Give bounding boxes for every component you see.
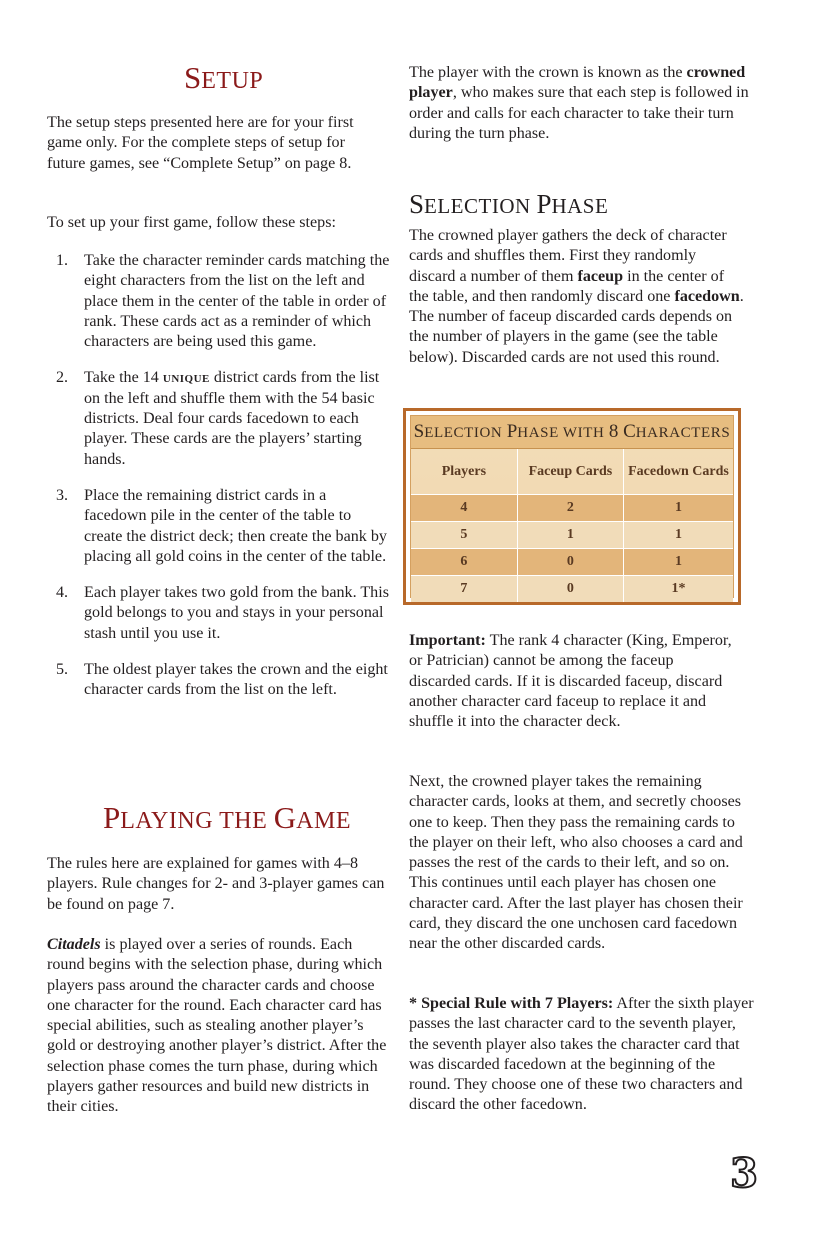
setup-intro: The setup steps presented here are for your first game only. For the complete steps of setup for future games, see “Complete Setup” on page 8. xyxy=(47,114,354,172)
table-header-row xyxy=(411,449,733,495)
table-row: 7 0 1* xyxy=(411,576,733,603)
column-header: Faceup Cards xyxy=(517,449,623,495)
playing-heading: PLAYING THE GAME xyxy=(103,800,351,835)
selection-phase-text: The crowned player gathers the deck of character cards and shuffles them. First they randomly discard a number of them faceup in the center of the table, and then randomly discard one facedown. The number of faceup discarded cards depends on the number of players in the game (see the table below). Discarded cards are not used this round. xyxy=(409,227,744,366)
column-header: Players xyxy=(441,464,487,479)
setup-step: 4. Each player takes two gold from the bank. This gold belongs to you and stays in your personal stash until you use it. xyxy=(56,584,389,642)
setup-heading: SETUP xyxy=(184,60,264,95)
crowned-player-text: The player with the crown is known as the crowned player, who makes sure that each step is followed in order and calls for each character to take their turn during the turn phase. xyxy=(409,64,749,142)
setup-steps xyxy=(47,251,392,701)
table-row: 5 1 1 xyxy=(411,522,733,549)
selection-phase-table xyxy=(403,408,741,605)
important-note: Important: The rank 4 character (King, Emperor, or Patrician) cannot be among the faceup discarded cards. If it is discarded faceup, discard another character card faceup to replace it and shuffle it into the character deck. xyxy=(409,632,732,731)
table-row: 6 0 1 xyxy=(411,549,733,576)
selection-phase-heading: SELECTION PHASE xyxy=(409,189,609,219)
table-title: SELECTION PHASE WITH 8 CHARACTERS xyxy=(411,416,733,449)
setup-lead: To set up your first game, follow these steps: xyxy=(47,214,336,231)
special-rule-text: * Special Rule with 7 Players: After the sixth player passes the last character card to the seventh player, the seventh player also takes the character card that was discarded facedown at the beginning of the round. They choose one of these two characters and discard the other facedown. xyxy=(409,995,754,1114)
table-row: 4 2 1 xyxy=(411,495,733,522)
setup-step: 3. Place the remaining district cards in a facedown pile in the center of the table to create the district deck; then create the bank by placing all gold coins in the center of the table. xyxy=(56,486,387,565)
citadels-overview: Citadels is played over a series of rounds. Each round begins with the selection phase, during which players pass around the character cards and choose one character for the round. Each character card has special abilities, such as stealing another player’s gold or destroying another player’s district. After the selection phase comes the turn phase, during which players gather resources and build new districts in their cities. xyxy=(47,936,387,1116)
selection-next-text: Next, the crowned player takes the remaining character cards, looks at them, and secretly chooses one to keep. Then they pass the remaining cards to the player on their left, who also chooses a card and passes the rest of the cards to their left, and so on. This continues until each player has chosen one character card. After the last player has chosen their card, they discard the one unchosen card facedown near the other discarded cards. xyxy=(409,773,743,953)
setup-step: 2. Take the 14 unique district cards from the list on the left and shuffle them with the 54 basic districts. Deal four cards facedown to each player. These cards are the players’ starting hands. xyxy=(56,369,380,468)
page-number: 3 xyxy=(730,1150,758,1197)
playing-intro: The rules here are explained for games with 4–8 players. Rule changes for 2- and 3-player games can be found on page 7. xyxy=(47,855,385,913)
column-header: Facedown Cards xyxy=(624,449,734,495)
setup-step: 1. Take the character reminder cards matching the eight characters from the list on the left and place them in the center of the table in order of rank. These cards act as a reminder of which characters are being used this game. xyxy=(56,252,390,351)
setup-step: 5. The oldest player takes the crown and the eight character cards from the list on the left. xyxy=(56,661,388,699)
